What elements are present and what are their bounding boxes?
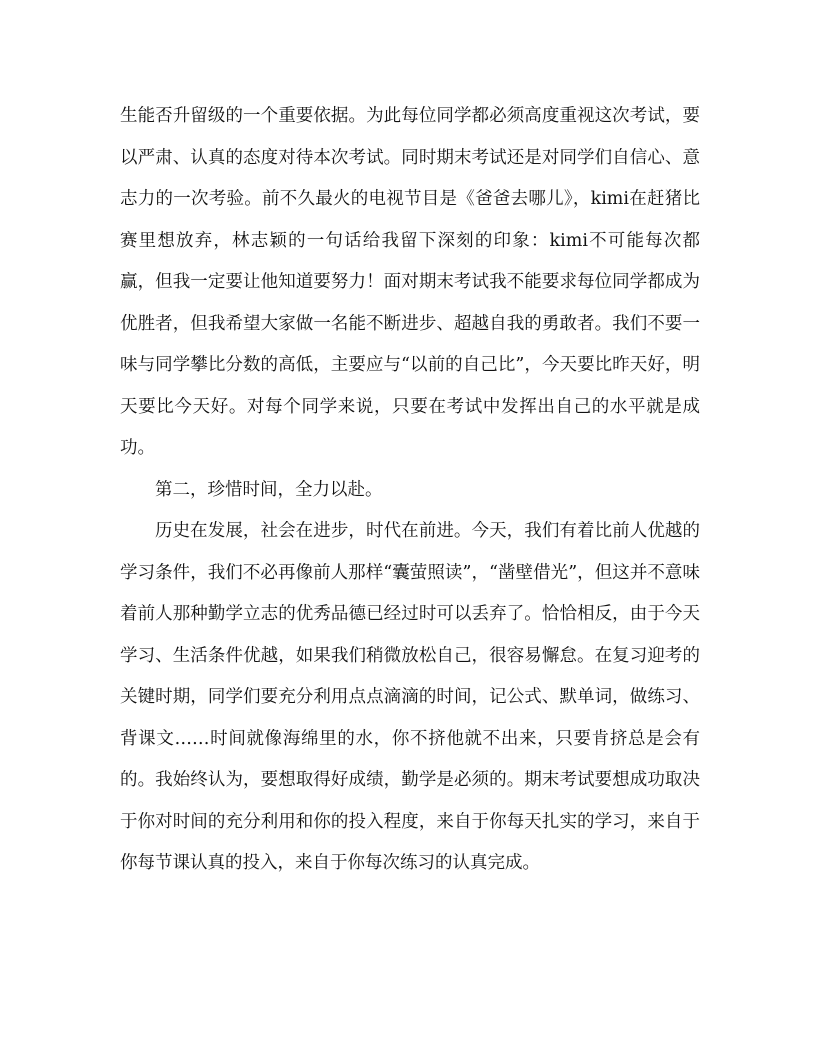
section-heading-second: 第二，珍惜时间，全力以赴。	[155, 479, 383, 500]
paragraph-time: 历史在发展，社会在进步，时代在前进。今天，我们有着比前人优越的学习条件，我们不必再像前人那样“囊萤照读”，“凿壁借光”，但这并不意味着前人那种勤学立志的优秀品德已经过时可以丢弃了。恰恰相反，由于今天学习、生活条件优越，如果我们稍微放松自己，很容易懈怠。在复习迎考的关键时期，同学们要充分利用点点滴滴的时间，记公式、默单词，做练习、背课文……时间就像海绵里的水，你不挤他就不出来，只要肯挤总是会有的。我始终认为，要想取得好成绩，勤学是必须的。期末考试要想成功取决于你对时间的充分利用和你的投入程度，来自于你每天扎实的学习，来自于你每节课认真的投入，来自于你每次练习的认真完成。	[120, 521, 700, 873]
paragraph-continuation: 生能否升留级的一个重要依据。为此每位同学都必须高度重视这次考试，要以严肃、认真的态度对待本次考试。同时期末考试还是对同学们自信心、意志力的一次考验。前不久最火的电视节目是《爸爸去哪儿》，kimi在赶猪比赛里想放弃，林志颖的一句话给我留下深刻的印象：kimi不可能每次都赢，但我一定要让他知道要努力！面对期末考试我不能要求每位同学都成为优胜者，但我希望大家做一名能不断进步、超越自我的勇敢者。我们不要一味与同学攀比分数的高低，主要应与“以前的自己比”，今天要比昨天好，明天要比今天好。对每个同学来说，只要在考试中发挥出自己的水平就是成功。	[120, 106, 700, 458]
document-body	[120, 96, 700, 885]
